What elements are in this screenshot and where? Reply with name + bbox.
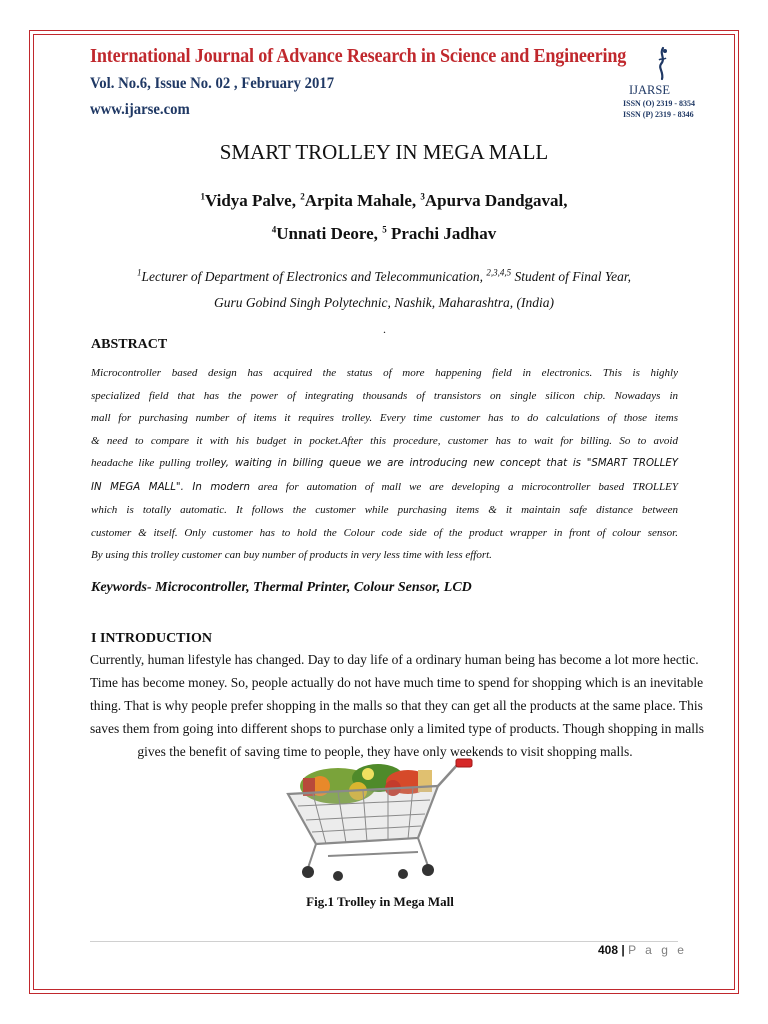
- ijarse-logo: [620, 46, 740, 126]
- introduction-body: [90, 648, 705, 763]
- affiliation-text: Student of Final Year,: [511, 269, 632, 284]
- abstract-line: [91, 452, 678, 476]
- abstract-fragment: headache like pulling trol: [91, 457, 212, 469]
- author-sup: 1: [200, 191, 205, 202]
- issn-print: ISSN (P) 2319 - 8346: [623, 110, 694, 119]
- figure-caption: Fig.1 Trolley in Mega Mall: [306, 894, 454, 909]
- footer-divider: [90, 941, 678, 942]
- abstract-body: [91, 362, 678, 567]
- author-sup: 5: [382, 224, 387, 235]
- volume-issue-line: Vol. No.6, Issue No. 02 , February 2017: [90, 75, 335, 92]
- authors-line-1: [0, 191, 768, 211]
- abstract-line: customer & itself. Only customer has to hold the Colour code side of the product wrapper in front of colour sensor.: [91, 526, 678, 539]
- page-separator: |: [618, 943, 629, 957]
- affiliation-line-1: [0, 269, 768, 285]
- shopping-trolley-image: [268, 756, 482, 886]
- abstract-line: By using this trolley customer can buy number of products in very less time with less effort.: [91, 549, 492, 561]
- abstract-line: mall for purchasing number of items it requires trolley. Every time customer has to do calculations of those items: [91, 412, 678, 424]
- authors-line-2: [0, 224, 768, 244]
- intro-line: thing. That is why people prefer shopping in the malls so that they can get all the products at the same place. This: [90, 698, 703, 713]
- ijarse-logo-mark-icon: [650, 46, 674, 82]
- author-name: Unnati Deore,: [276, 224, 383, 243]
- intro-line: gives the benefit of saving time to people, they have only weekends to visit shopping malls.: [137, 744, 633, 759]
- intro-line: saves them from going into different shops to purchase only a limited type of products. Though shopping in malls: [90, 721, 705, 736]
- page-number-value: 408: [598, 943, 619, 957]
- paper-title: SMART TROLLEY IN MEGA MALL: [219, 140, 549, 164]
- intro-line: Currently, human lifestyle has changed. Day to day life of a ordinary human being has become a lot more hectic.: [90, 652, 699, 667]
- author-sup: 4: [271, 224, 277, 235]
- abstract-line: which is totally automatic. It follows the customer while purchasing items & it maintain safe distance between: [91, 504, 678, 516]
- abstract-fragment-alt-font: ley, waiting in billing queue we are introducing new concept that is "SMART TROLLEY: [211, 458, 678, 469]
- stray-dot: .: [383, 322, 386, 336]
- journal-title: International Journal of Advance Research in Science and Engineering: [90, 46, 627, 67]
- logo-name: IJARSE: [629, 83, 670, 97]
- abstract-fragment-alt-font: IN MEGA MALL". In modern: [91, 481, 250, 493]
- intro-line: Time has become money. So, people actually do not have much time to spend for shopping which is an inevitable: [90, 675, 704, 690]
- author-sup: 3: [420, 191, 425, 202]
- author-name: Vidya Palve,: [204, 191, 301, 210]
- author-name: Prachi Jadhav: [386, 224, 497, 243]
- abstract-line: specialized field that has the power of integrating thousands of transistors on single silicon chip. Nowadays in: [91, 389, 678, 402]
- journal-website: www.ijarse.com: [90, 101, 190, 118]
- affiliation-sup: 1: [136, 267, 142, 278]
- author-sup: 2: [300, 191, 305, 202]
- trolley-wheels: [302, 864, 434, 881]
- page-word: P a g e: [628, 943, 687, 957]
- page-number: [598, 943, 687, 957]
- affiliation-line-2: Guru Gobind Singh Polytechnic, Nashik, Maharashtra, (India): [213, 295, 555, 310]
- author-name: Arpita Mahale,: [304, 191, 421, 210]
- affiliation-sup: 2,3,4,5: [486, 267, 512, 278]
- author-name: Apurva Dandgaval,: [424, 191, 568, 210]
- abstract-line: [91, 476, 678, 500]
- affiliation-text: Lecturer of Department of Electronics and Telecommunication,: [141, 269, 487, 284]
- abstract-fragment: area for automation of mall we are developing a microcontroller based TROLLEY: [249, 480, 678, 493]
- abstract-heading: ABSTRACT: [91, 337, 168, 352]
- issn-online: ISSN (O) 2319 - 8354: [623, 99, 696, 108]
- abstract-line: Microcontroller based design has acquired the status of more happening field in electronics. This is highly: [91, 367, 678, 379]
- introduction-heading: I INTRODUCTION: [91, 631, 212, 646]
- keywords: Keywords- Microcontroller, Thermal Printer, Colour Sensor, LCD: [91, 580, 472, 595]
- abstract-line: & need to compare it with his budget in pocket.After this procedure, customer has to wait for billing. So to avoid: [91, 434, 678, 447]
